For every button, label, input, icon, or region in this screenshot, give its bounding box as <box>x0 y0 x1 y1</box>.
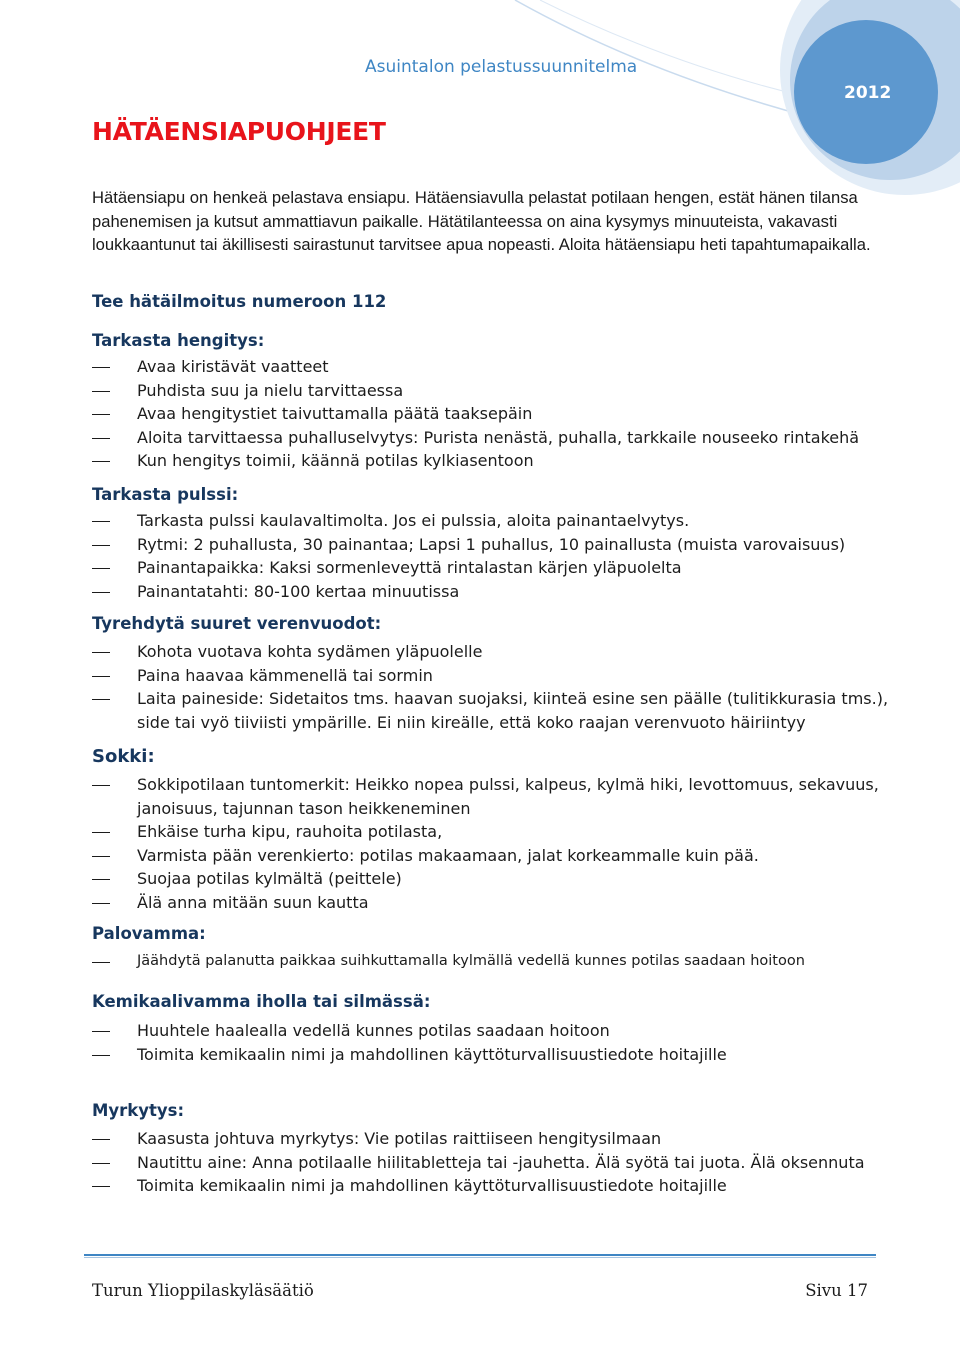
dash-bullet <box>92 1163 110 1164</box>
dash-bullet <box>92 414 110 415</box>
dash-bullet <box>92 367 110 368</box>
shock-list <box>92 773 892 914</box>
dash-bullet <box>92 832 110 833</box>
dash-bullet <box>92 461 110 462</box>
section-heading-shock: Sokki: <box>92 746 155 767</box>
footer-divider-secondary <box>84 1257 876 1258</box>
section-heading-bleeding: Tyrehdytä suuret verenvuodot: <box>92 614 382 633</box>
header-document-title: Asuintalon pelastussuunnitelma <box>365 57 638 77</box>
dash-bullet <box>92 962 110 963</box>
list-item: Aloita tarvittaessa puhalluselvytys: Purista nenästä, puhalla, tarkkaile nouseeko rintakehä <box>92 426 892 450</box>
list-item: Avaa hengitystiet taivuttamalla päätä taaksepäin <box>92 402 892 426</box>
section-heading-breathing: Tarkasta hengitys: <box>92 331 265 350</box>
list-item: Kaasusta johtuva myrkytys: Vie potilas raittiiseen hengitysilmaan <box>92 1127 892 1151</box>
intro-paragraph: Hätäensiapu on henkeä pelastava ensiapu. Hätäensiavulla pelastat potilaan hengen, estät hänen tilansa pahenemisen ja kutsut ammattiavun paikalle. Hätätilanteessa on aina kysymys minuuteista, vakavasti loukkaantunut tai äkillisesti sairastunut tarvitsee apua nopeasti. Aloita hätäensiapu heti tapahtumapaikalla. <box>92 188 871 254</box>
dash-bullet <box>92 1031 110 1032</box>
dash-bullet <box>92 1139 110 1140</box>
list-item: Painantatahti: 80-100 kertaa minuutissa <box>92 580 892 604</box>
dash-bullet <box>92 391 110 392</box>
list-item: Jäähdytä palanutta paikkaa suihkuttamalla kylmällä vedellä kunnes potilas saadaan hoitoon <box>92 950 892 974</box>
dash-bullet <box>92 652 110 653</box>
dash-bullet <box>92 699 110 700</box>
dash-bullet <box>92 676 110 677</box>
list-item: Painantapaikka: Kaksi sormenleveyttä rintalastan kärjen yläpuolelta <box>92 556 892 580</box>
dash-bullet <box>92 1186 110 1187</box>
list-item: Avaa kiristävät vaatteet <box>92 355 892 379</box>
dash-bullet <box>92 592 110 593</box>
dash-bullet <box>92 856 110 857</box>
footer-page-number: Sivu 17 <box>805 1281 868 1300</box>
list-item: Laita paineside: Sidetaitos tms. haavan suojaksi, kiinteä esine sen päälle (tulitikkurasia tms.), side tai vyö tiiviisti ympärille. Ei niin kireälle, että koko raajan verenvuoto häiriintyy <box>92 687 892 734</box>
pulse-list <box>92 509 892 603</box>
list-item: Rytmi: 2 puhallusta, 30 painantaa; Lapsi 1 puhallus, 10 painallusta (muista varovaisuus) <box>92 533 892 557</box>
list-item: Suojaa potilas kylmältä (peittele) <box>92 867 892 891</box>
poisoning-list <box>92 1127 892 1198</box>
dash-bullet <box>92 568 110 569</box>
dash-bullet <box>92 903 110 904</box>
chemical-injury-list <box>92 1019 892 1066</box>
list-item: Huuhtele haalealla vedellä kunnes potilas saadaan hoitoon <box>92 1019 892 1043</box>
breathing-list <box>92 355 892 473</box>
dash-bullet <box>92 1055 110 1056</box>
dash-bullet <box>92 438 110 439</box>
list-item: Sokkipotilaan tuntomerkit: Heikko nopea pulssi, kalpeus, kylmä hiki, levottomuus, sekavuus, janoisuus, tajunnan tason heikkeneminen <box>92 773 892 820</box>
list-item: Toimita kemikaalin nimi ja mahdollinen käyttöturvallisuustiedote hoitajille <box>92 1174 892 1198</box>
list-item: Varmista pään verenkierto: potilas makaamaan, jalat korkeammalle kuin pää. <box>92 844 892 868</box>
list-item: Kohota vuotava kohta sydämen yläpuolelle <box>92 640 892 664</box>
dash-bullet <box>92 545 110 546</box>
list-item: Nautittu aine: Anna potilaalle hiilitabletteja tai -jauhetta. Älä syötä tai juota. Älä oksennuta <box>92 1151 892 1175</box>
list-item: Paina haavaa kämmenellä tai sormin <box>92 664 892 688</box>
footer-divider <box>84 1254 876 1256</box>
list-item: Älä anna mitään suun kautta <box>92 891 892 915</box>
page-title: HÄTÄENSIAPUOHJEET <box>92 117 386 146</box>
list-item: Kun hengitys toimii, käännä potilas kylkiasentoon <box>92 449 892 473</box>
section-heading-pulse: Tarkasta pulssi: <box>92 485 239 504</box>
footer-organization: Turun Ylioppilaskyläsäätiö <box>92 1281 314 1300</box>
header-swoosh-graphic <box>0 0 960 200</box>
dash-bullet <box>92 879 110 880</box>
list-item: Tarkasta pulssi kaulavaltimolta. Jos ei pulssia, aloita painantaelvytys. <box>92 509 892 533</box>
list-item: Toimita kemikaalin nimi ja mahdollinen käyttöturvallisuustiedote hoitajille <box>92 1043 892 1067</box>
burn-list <box>92 950 892 974</box>
section-heading-poisoning: Myrkytys: <box>92 1101 185 1120</box>
emergency-call-heading: Tee hätäilmoitus numeroon 112 <box>92 292 387 311</box>
list-item: Ehkäise turha kipu, rauhoita potilasta, <box>92 820 892 844</box>
dash-bullet <box>92 521 110 522</box>
dash-bullet <box>92 785 110 786</box>
section-heading-burn: Palovamma: <box>92 924 206 943</box>
list-item: Puhdista suu ja nielu tarvittaessa <box>92 379 892 403</box>
section-heading-chemical-injury: Kemikaalivamma iholla tai silmässä: <box>92 992 431 1011</box>
bleeding-list <box>92 640 892 734</box>
header-year: 2012 <box>844 83 892 103</box>
